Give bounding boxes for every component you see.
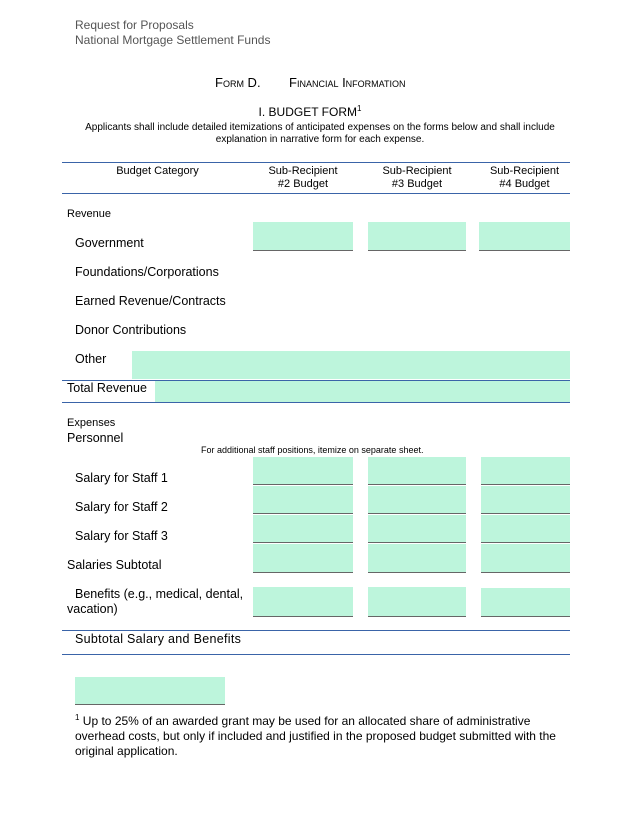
instructions: Applicants shall include detailed itemizations of anticipated expenses on the forms below and shall include explanation in narrative form for each expense. — [85, 122, 555, 145]
row-salaries-subtotal-label: Salaries Subtotal — [67, 558, 162, 572]
header-line-2: National Mortgage Settlement Funds — [75, 33, 271, 47]
personnel-note: For additional staff positions, itemize on separate sheet. — [201, 445, 424, 455]
subtotal-top-rule — [62, 630, 570, 631]
table-header-rule — [62, 193, 570, 194]
subtotal-salary-benefits-label: Subtotal Salary and Benefits — [75, 632, 242, 646]
personnel-heading: Personnel — [67, 431, 124, 445]
salaries-subtotal-sub4-field[interactable] — [481, 544, 570, 573]
benefits-sub2-field[interactable] — [253, 587, 353, 617]
row-government-label: Government — [75, 236, 144, 250]
total-revenue-bottom-rule — [62, 402, 570, 403]
total-revenue-field[interactable] — [155, 381, 570, 402]
other-field[interactable] — [132, 351, 570, 379]
form-title: Financial Information — [289, 75, 406, 90]
row-benefits-label: Benefits (e.g., medical, dental, vacation) — [67, 587, 244, 616]
footnote — [75, 710, 565, 759]
col-sub2-line1: Sub-Recipient — [268, 165, 338, 177]
col-sub2-header — [253, 165, 353, 191]
staff3-sub4-field[interactable] — [481, 515, 570, 543]
col-sub2-line2: #2 Budget — [277, 178, 329, 190]
salaries-subtotal-sub2-field[interactable] — [253, 544, 353, 573]
col-sub4-line1: Sub-Recipient — [489, 165, 560, 177]
staff3-sub3-field[interactable] — [368, 515, 466, 543]
staff1-sub2-field[interactable] — [253, 457, 353, 485]
footnote-mark: 1 — [75, 713, 80, 722]
footnote-text: Up to 25% of an awarded grant may be used for an allocated share of administrative overhead costs, but only if included and justified in the proposed budget submitted with the original application. — [75, 714, 556, 758]
footnote-field[interactable] — [75, 677, 225, 705]
government-sub2-field[interactable] — [253, 222, 353, 251]
col-sub4-header — [479, 165, 570, 191]
revenue-heading: Revenue — [67, 208, 112, 220]
table-top-rule — [62, 162, 570, 163]
row-staff3-label: Salary for Staff 3 — [75, 529, 168, 543]
government-sub3-field[interactable] — [368, 222, 466, 251]
staff2-sub2-field[interactable] — [253, 486, 353, 514]
col-sub3-line1: Sub-Recipient — [382, 165, 452, 177]
row-earned-label: Earned Revenue/Contracts — [75, 294, 226, 308]
col-sub3-header — [368, 165, 466, 191]
col-sub3-line2: #3 Budget — [391, 178, 443, 190]
subtotal-bottom-rule — [62, 654, 570, 655]
header-line-1: Request for Proposals — [75, 18, 194, 32]
section-title — [0, 104, 620, 119]
row-other-label: Other — [75, 352, 107, 366]
benefits-sub4-field[interactable] — [481, 588, 570, 617]
col-budget-category: Budget Category — [116, 165, 199, 177]
staff1-sub3-field[interactable] — [368, 457, 466, 485]
staff3-sub2-field[interactable] — [253, 515, 353, 543]
expenses-heading: Expenses — [67, 417, 116, 429]
government-sub4-field[interactable] — [479, 222, 570, 251]
section-title-text: I. BUDGET FORM — [258, 105, 357, 119]
form-label: Form D. — [215, 75, 261, 90]
row-staff1-label: Salary for Staff 1 — [75, 471, 168, 485]
staff2-sub3-field[interactable] — [368, 486, 466, 514]
benefits-sub3-field[interactable] — [368, 587, 466, 617]
total-revenue-label: Total Revenue — [67, 381, 147, 395]
row-foundations-label: Foundations/Corporations — [75, 265, 219, 279]
row-staff2-label: Salary for Staff 2 — [75, 500, 168, 514]
footnote-ref: 1 — [357, 104, 362, 113]
col-sub4-line2: #4 Budget — [499, 178, 550, 190]
salaries-subtotal-sub3-field[interactable] — [368, 544, 466, 573]
staff1-sub4-field[interactable] — [481, 457, 570, 485]
row-donor-label: Donor Contributions — [75, 323, 187, 337]
staff2-sub4-field[interactable] — [481, 486, 570, 514]
